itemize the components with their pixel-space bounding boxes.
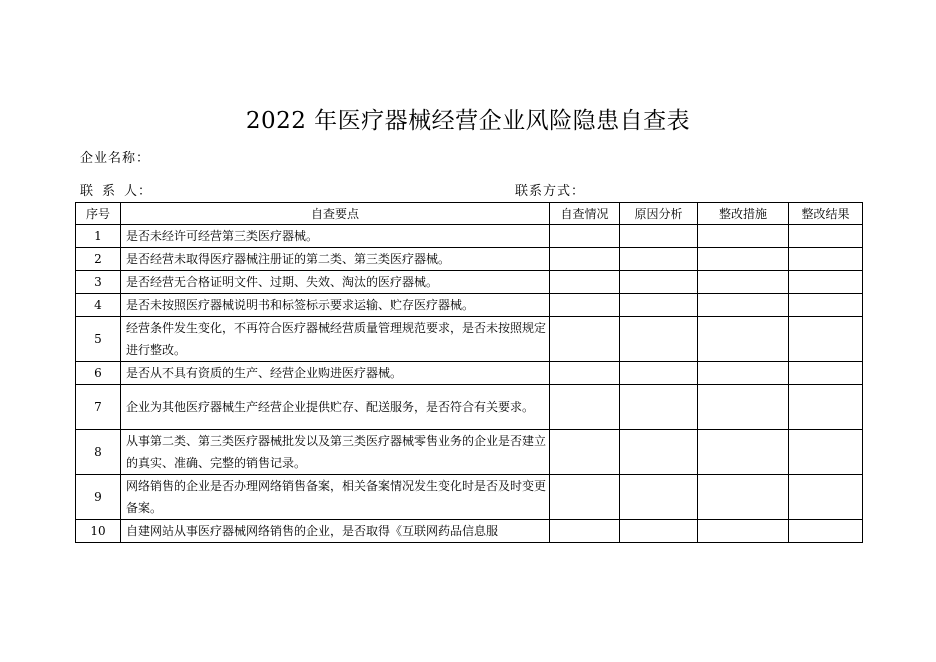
cell-measures (698, 520, 789, 543)
contact-person-label (80, 180, 152, 199)
row-check-point: 企业为其他医疗器械生产经营企业提供贮存、配送服务，是否符合有关要求。 (121, 385, 550, 430)
table-row (76, 362, 863, 385)
table-row (76, 317, 863, 362)
cell-cause-analysis (620, 317, 698, 362)
cell-measures (698, 317, 789, 362)
cell-result (789, 475, 863, 520)
cell-result (789, 520, 863, 543)
cell-measures (698, 362, 789, 385)
cell-cause-analysis (620, 248, 698, 271)
cell-result (789, 248, 863, 271)
row-check-point: 是否经营无合格证明文件、过期、失效、淘汰的医疗器械。 (121, 271, 550, 294)
row-number: 6 (76, 362, 121, 385)
row-number: 5 (76, 317, 121, 362)
table-row (76, 271, 863, 294)
cell-result (789, 271, 863, 294)
table-header-row (76, 203, 863, 225)
row-number: 2 (76, 248, 121, 271)
header-rectification-result: 整改结果 (789, 203, 863, 225)
row-number: 9 (76, 475, 121, 520)
contact-char-3: 人： (124, 184, 153, 199)
contact-char-1: 联 (80, 184, 95, 199)
row-number: 10 (76, 520, 121, 543)
row-check-point: 网络销售的企业是否办理网络销售备案，相关备案情况发生变化时是否及时变更备案。 (121, 475, 550, 520)
table-row (76, 520, 863, 543)
row-check-point: 是否经营未取得医疗器械注册证的第二类、第三类医疗器械。 (121, 248, 550, 271)
row-check-point: 经营条件发生变化，不再符合医疗器械经营质量管理规范要求，是否未按照规定进行整改。 (121, 317, 550, 362)
cell-check-status (550, 475, 620, 520)
row-number: 1 (76, 225, 121, 248)
contact-char-2: 系 (102, 184, 117, 199)
cell-check-status (550, 225, 620, 248)
cell-measures (698, 475, 789, 520)
header-no: 序号 (76, 203, 121, 225)
row-number: 3 (76, 271, 121, 294)
table-row (76, 430, 863, 475)
cell-cause-analysis (620, 271, 698, 294)
header-rectification-measures: 整改措施 (698, 203, 789, 225)
table-row (76, 385, 863, 430)
cell-cause-analysis (620, 520, 698, 543)
page-title: 2022 年医疗器械经营企业风险隐患自查表 (245, 108, 691, 134)
cell-result (789, 317, 863, 362)
row-check-point: 自建网站从事医疗器械网络销售的企业，是否取得《互联网药品信息服 (121, 520, 550, 543)
row-number: 8 (76, 430, 121, 475)
self-check-table (75, 202, 863, 543)
cell-measures (698, 385, 789, 430)
cell-cause-analysis (620, 362, 698, 385)
row-check-point: 是否从不具有资质的生产、经营企业购进医疗器械。 (121, 362, 550, 385)
cell-cause-analysis (620, 385, 698, 430)
cell-check-status (550, 430, 620, 475)
cell-measures (698, 294, 789, 317)
cell-result (789, 225, 863, 248)
cell-check-status (550, 294, 620, 317)
cell-check-status (550, 362, 620, 385)
cell-result (789, 430, 863, 475)
cell-check-status (550, 248, 620, 271)
cell-check-status (550, 385, 620, 430)
row-check-point: 是否未经许可经营第三类医疗器械。 (121, 225, 550, 248)
cell-measures (698, 248, 789, 271)
company-name-label: 企业名称： (80, 151, 151, 166)
table-row (76, 294, 863, 317)
cell-check-status (550, 317, 620, 362)
table-row (76, 248, 863, 271)
row-check-point: 从事第二类、第三类医疗器械批发以及第三类医疗器械零售业务的企业是否建立的真实、准确、完整的销售记录。 (121, 430, 550, 475)
cell-result (789, 362, 863, 385)
cell-measures (698, 225, 789, 248)
cell-result (789, 385, 863, 430)
cell-check-status (550, 520, 620, 543)
table-row (76, 475, 863, 520)
cell-result (789, 294, 863, 317)
header-check-points: 自查要点 (121, 203, 550, 225)
cell-measures (698, 271, 789, 294)
header-check-status: 自查情况 (550, 203, 620, 225)
table-row (76, 225, 863, 248)
row-check-point: 是否未按照医疗器械说明书和标签标示要求运输、贮存医疗器械。 (121, 294, 550, 317)
cell-cause-analysis (620, 430, 698, 475)
row-number: 7 (76, 385, 121, 430)
header-cause-analysis: 原因分析 (620, 203, 698, 225)
cell-cause-analysis (620, 294, 698, 317)
row-number: 4 (76, 294, 121, 317)
cell-cause-analysis (620, 225, 698, 248)
contact-method-label: 联系方式： (515, 184, 586, 199)
cell-cause-analysis (620, 475, 698, 520)
cell-check-status (550, 271, 620, 294)
cell-measures (698, 430, 789, 475)
